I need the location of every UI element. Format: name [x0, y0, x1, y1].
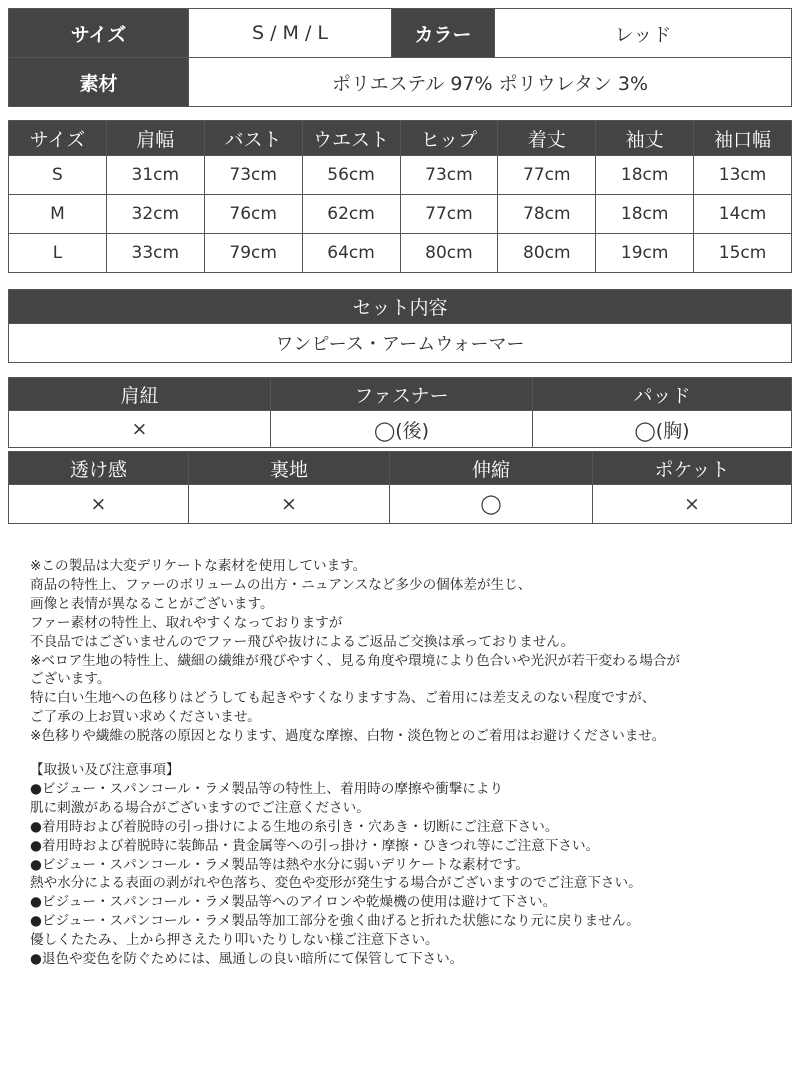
- features-value-row: [9, 485, 792, 524]
- table-row: [9, 234, 792, 273]
- table-row: [9, 195, 792, 234]
- note-line: ●ビジュー・スパンコール・ラメ製品等は熱や水分に弱いデリケートな素材です。: [30, 856, 529, 873]
- note-line: ●ビジュー・スパンコール・ラメ製品等加工部分を強く曲げると折れた状態になり元に戻りません。: [30, 913, 640, 930]
- size-header-cell: ウエスト: [302, 121, 400, 156]
- stretch-value: ◯: [390, 485, 593, 524]
- set-contents-table: [8, 289, 792, 363]
- size-chart-table: [8, 120, 792, 273]
- product-info-table: [8, 8, 792, 107]
- features-value-row: [9, 411, 792, 448]
- pad-label: パッド: [533, 378, 792, 411]
- note-line: 熱や水分による表面の剥がれや色落ち、変色や変形が発生する場合がございますのでご注意下さい。: [30, 875, 642, 892]
- size-header-cell: サイズ: [9, 121, 107, 156]
- size-cell: 78cm: [498, 195, 596, 234]
- set-label: セット内容: [9, 290, 792, 324]
- stretch-label: 伸縮: [390, 452, 593, 485]
- set-value: ワンピース・アームウォーマー: [9, 324, 792, 363]
- size-cell: 62cm: [302, 195, 400, 234]
- size-cell: 33cm: [106, 234, 204, 273]
- features-table-2: [8, 451, 792, 524]
- note-line: 特に白い生地への色移りはどうしても起きやすくなりますす為、ご着用には差支えのない程度ですが、: [30, 690, 656, 707]
- strap-label: 肩紐: [9, 378, 271, 411]
- size-cell: 77cm: [400, 195, 498, 234]
- note-line: ※ベロア生地の特性上、繊細の繊維が飛びやすく、見る角度や環境により色合いや光沢が若干変わる場合が: [30, 652, 681, 669]
- pocket-label: ポケット: [593, 452, 792, 485]
- note-line: ●ビジュー・スパンコール・ラメ製品等へのアイロンや乾燥機の使用は避けて下さい。: [30, 894, 557, 911]
- product-notes: [30, 557, 790, 746]
- size-header-cell: ヒップ: [400, 121, 498, 156]
- size-cell: S: [9, 156, 107, 195]
- size-cell: 15cm: [694, 234, 792, 273]
- size-header-cell: 着丈: [498, 121, 596, 156]
- size-cell: 18cm: [596, 195, 694, 234]
- size-cell: L: [9, 234, 107, 273]
- note-line: 優しくたたみ、上から押さえたり叩いたりしない様ご注意下さい。: [30, 932, 439, 949]
- note-line: ●着用時および着脱時の引っ掛けによる生地の糸引き・穴あき・切断にご注意下さい。: [30, 818, 559, 835]
- note-line: ●着用時および着脱時に装飾品・貴金属等への引っ掛け・摩擦・ひきつれ等にご注意下さい。: [30, 837, 600, 854]
- size-header-cell: 袖口幅: [694, 121, 792, 156]
- sheer-value: ×: [9, 485, 189, 524]
- color-label: カラー: [392, 9, 495, 58]
- features-header-row: [9, 378, 792, 411]
- pocket-value: ×: [593, 485, 792, 524]
- table-row: [9, 156, 792, 195]
- note-line: 商品の特性上、ファーのボリュームの出方・ニュアンスなど多少の個体差が生じ、: [30, 576, 532, 593]
- note-line: 画像と表情が異なることがございます。: [30, 595, 274, 612]
- care-heading: 【取扱い及び注意事項】: [30, 762, 180, 778]
- note-line: ※この製品は大変デリケートな素材を使用しています。: [30, 558, 367, 574]
- size-cell: 80cm: [498, 234, 596, 273]
- note-line: ※色移りや繊維の脱落の原因となります、過度な摩擦、白物・淡色物とのご着用はお避けくださいませ。: [30, 728, 666, 745]
- note-line: 肌に刺激がある場合がございますのでご注意ください。: [30, 799, 370, 816]
- material-label: 素材: [9, 58, 189, 107]
- info-row-size-color: [9, 9, 792, 58]
- lining-label: 裏地: [189, 452, 390, 485]
- features-header-row: [9, 452, 792, 485]
- size-cell: 76cm: [204, 195, 302, 234]
- size-value: S / M / L: [189, 9, 392, 58]
- size-cell: 19cm: [596, 234, 694, 273]
- size-cell: 80cm: [400, 234, 498, 273]
- sheer-label: 透け感: [9, 452, 189, 485]
- note-line: ご了承の上お買い求めくださいませ。: [30, 709, 261, 726]
- note-line: ●退色や変色を防ぐためには、風通しの良い暗所にて保管して下さい。: [30, 951, 464, 968]
- size-cell: 73cm: [204, 156, 302, 195]
- size-cell: 32cm: [106, 195, 204, 234]
- size-cell: 79cm: [204, 234, 302, 273]
- size-cell: 64cm: [302, 234, 400, 273]
- features-table-1: [8, 377, 792, 448]
- size-cell: 13cm: [694, 156, 792, 195]
- size-header-cell: 肩幅: [106, 121, 204, 156]
- pad-value: ◯(胸): [533, 411, 792, 448]
- zipper-value: ◯(後): [271, 411, 533, 448]
- size-cell: M: [9, 195, 107, 234]
- size-cell: 14cm: [694, 195, 792, 234]
- care-instructions: [30, 761, 790, 969]
- size-header-cell: 袖丈: [596, 121, 694, 156]
- size-cell: 18cm: [596, 156, 694, 195]
- size-cell: 56cm: [302, 156, 400, 195]
- color-value: レッド: [495, 9, 792, 58]
- set-header-row: [9, 290, 792, 324]
- material-value: ポリエステル 97% ポリウレタン 3%: [189, 58, 792, 107]
- size-cell: 31cm: [106, 156, 204, 195]
- zipper-label: ファスナー: [271, 378, 533, 411]
- note-line: ファー素材の特性上、取れやすくなっておりますが: [30, 614, 343, 631]
- note-line: 不良品ではございませんのでファー飛びや抜けによるご返品ご交換は承っておりません。: [30, 633, 575, 650]
- size-cell: 73cm: [400, 156, 498, 195]
- size-header-cell: バスト: [204, 121, 302, 156]
- set-value-row: [9, 324, 792, 363]
- info-row-material: [9, 58, 792, 107]
- lining-value: ×: [189, 485, 390, 524]
- note-line: ございます。: [30, 671, 111, 688]
- strap-value: ×: [9, 411, 271, 448]
- note-line: ●ビジュー・スパンコール・ラメ製品等の特性上、着用時の摩擦や衝撃により: [30, 780, 504, 797]
- size-chart-header: [9, 121, 792, 156]
- size-cell: 77cm: [498, 156, 596, 195]
- size-label: サイズ: [9, 9, 189, 58]
